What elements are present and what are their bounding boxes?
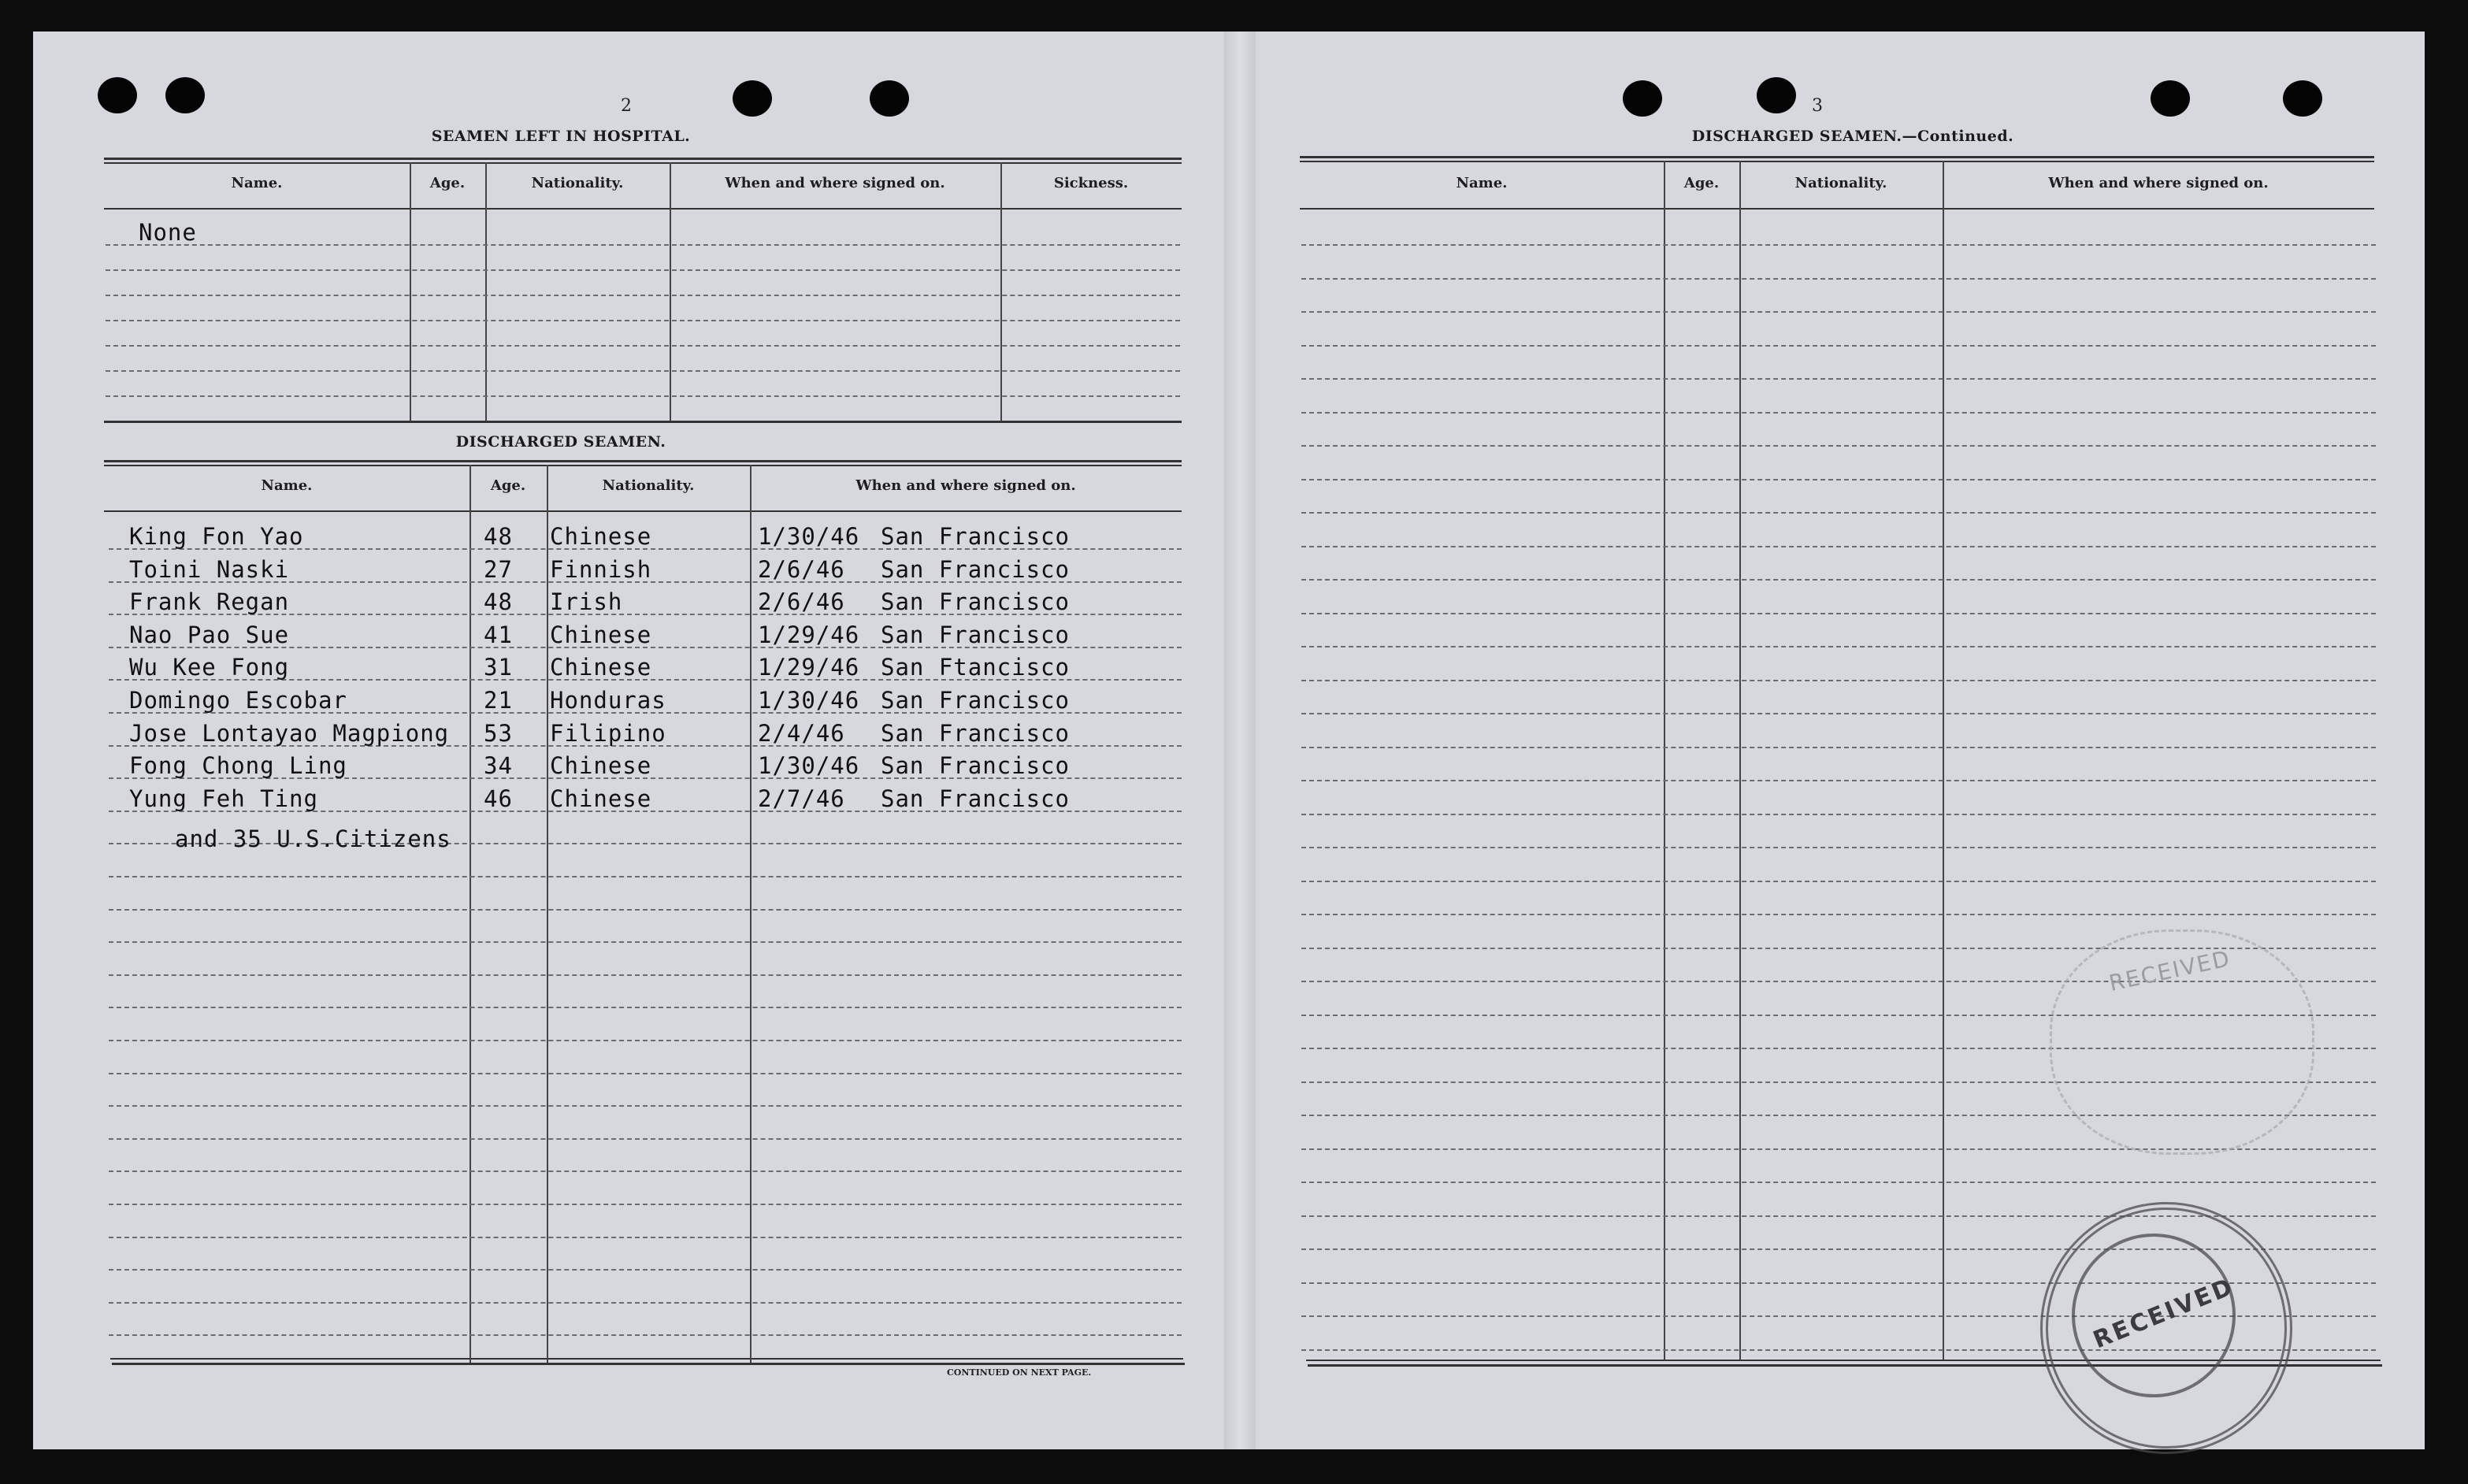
- ruled-line: [1301, 713, 2376, 714]
- ruled-line: [109, 1269, 1182, 1271]
- signed-on-place: San Francisco: [881, 785, 1070, 812]
- ruled-line: [109, 1007, 1182, 1008]
- seaman-nationality: Chinese: [550, 752, 652, 780]
- signed-on-date: 1/29/46: [758, 654, 860, 681]
- seaman-age: 53: [484, 719, 513, 747]
- signed-on-date: 2/6/46: [758, 555, 845, 583]
- seaman-age: 48: [484, 588, 513, 616]
- ruled-line: [1301, 445, 2376, 447]
- col-nationality: Nationality.: [531, 175, 624, 191]
- signed-on-date: 1/30/46: [758, 687, 860, 714]
- summary-note: and 35 U.S.Citizens: [175, 825, 451, 852]
- ruled-line: [109, 974, 1182, 976]
- punch-hole: [870, 80, 909, 117]
- rule: [110, 1358, 1183, 1360]
- ruled-line: [1301, 747, 2376, 748]
- seaman-nationality: Chinese: [550, 621, 652, 648]
- seaman-nationality: Chinese: [550, 523, 652, 550]
- ruled-line: [1301, 1182, 2376, 1183]
- seaman-age: 46: [484, 785, 513, 812]
- col-nationality: Nationality.: [602, 477, 695, 494]
- col-name: Name.: [1456, 175, 1508, 191]
- seaman-nationality: Finnish: [550, 555, 652, 583]
- ruled-line: [1301, 311, 2376, 313]
- punch-hole: [165, 77, 205, 113]
- seaman-name: Domingo Escobar: [129, 687, 347, 714]
- ruled-line: [109, 1204, 1182, 1205]
- ruled-line: [106, 345, 1180, 347]
- ruled-line: [106, 295, 1180, 296]
- ruled-line: [1301, 680, 2376, 681]
- ruled-line: [109, 1105, 1182, 1107]
- column-divider: [1943, 161, 1944, 1360]
- seaman-nationality: Honduras: [550, 687, 666, 714]
- rule: [104, 158, 1182, 160]
- rule: [1300, 156, 2374, 158]
- ruled-line: [109, 941, 1182, 943]
- ruled-line: [106, 244, 1180, 246]
- discharged-section-title: DISCHARGED SEAMEN.: [455, 433, 666, 451]
- col-sickness: Sickness.: [1053, 175, 1129, 191]
- punch-hole: [98, 77, 137, 113]
- column-divider: [469, 465, 471, 1363]
- ruled-line: [1301, 412, 2376, 414]
- punch-hole: [1623, 80, 1662, 117]
- ruled-line: [106, 395, 1180, 397]
- rule: [104, 510, 1182, 512]
- col-signed-on: When and where signed on.: [2048, 175, 2269, 191]
- page-gutter: [1224, 32, 1256, 1449]
- col-name: Name.: [261, 477, 313, 494]
- seaman-nationality: Irish: [550, 588, 623, 616]
- rule: [104, 162, 1182, 164]
- hospital-entry: None: [139, 219, 197, 246]
- ruled-line: [109, 1040, 1182, 1041]
- ruled-line: [109, 1334, 1182, 1336]
- signed-on-date: 1/30/46: [758, 523, 860, 550]
- ruled-line: [1301, 914, 2376, 915]
- rule: [104, 208, 1182, 210]
- seaman-age: 21: [484, 687, 513, 714]
- ruled-line: [106, 370, 1180, 372]
- seaman-age: 31: [484, 654, 513, 681]
- col-age: Age.: [1683, 175, 1720, 191]
- seaman-name: Frank Regan: [129, 588, 290, 616]
- rule: [104, 460, 1182, 462]
- seaman-nationality: Chinese: [550, 654, 652, 681]
- col-name: Name.: [231, 175, 283, 191]
- seaman-name: Wu Kee Fong: [129, 654, 290, 681]
- signed-on-place: San Francisco: [881, 621, 1070, 648]
- seaman-name: Yung Feh Ting: [129, 785, 318, 812]
- col-nationality: Nationality.: [1794, 175, 1887, 191]
- ruled-line: [109, 1237, 1182, 1238]
- column-divider: [547, 465, 548, 1363]
- ruled-line: [109, 876, 1182, 877]
- rule: [1300, 161, 2374, 162]
- signed-on-place: San Ftancisco: [881, 654, 1070, 681]
- ruled-line: [1301, 579, 2376, 581]
- punch-hole: [733, 80, 772, 117]
- ruled-line: [106, 320, 1180, 321]
- signed-on-place: San Francisco: [881, 555, 1070, 583]
- seaman-age: 48: [484, 523, 513, 550]
- col-signed-on: When and where signed on.: [725, 175, 945, 191]
- column-divider: [1000, 162, 1002, 421]
- ruled-line: [109, 1171, 1182, 1172]
- page-number: 2: [621, 96, 632, 116]
- ruled-line: [1301, 278, 2376, 280]
- col-signed-on: When and where signed on.: [855, 477, 1076, 494]
- ruled-line: [1301, 378, 2376, 380]
- punch-hole: [1757, 77, 1796, 113]
- signed-on-date: 1/30/46: [758, 752, 860, 780]
- column-divider: [670, 162, 671, 421]
- ruled-line: [109, 1073, 1182, 1074]
- column-divider: [485, 162, 487, 421]
- column-divider: [410, 162, 411, 421]
- signed-on-date: 2/7/46: [758, 785, 845, 812]
- seaman-name: King Fon Yao: [129, 523, 304, 550]
- ruled-line: [1301, 646, 2376, 647]
- page-number: 3: [1812, 96, 1823, 116]
- ruled-line: [109, 1138, 1182, 1140]
- signed-on-date: 2/4/46: [758, 719, 845, 747]
- discharged-continued-title: DISCHARGED SEAMEN.—Continued.: [1691, 128, 2014, 145]
- ruled-line: [1301, 244, 2376, 246]
- column-divider: [1664, 161, 1665, 1360]
- column-divider: [750, 465, 752, 1363]
- signed-on-place: San Francisco: [881, 687, 1070, 714]
- signed-on-place: San Francisco: [881, 588, 1070, 616]
- signed-on-place: San Francisco: [881, 719, 1070, 747]
- ruled-line: [109, 1302, 1182, 1304]
- ruled-line: [106, 269, 1180, 271]
- ruled-line: [1301, 780, 2376, 781]
- seaman-age: 41: [484, 621, 513, 648]
- ruled-line: [1301, 512, 2376, 514]
- punch-hole: [2151, 80, 2190, 117]
- ruled-line: [1301, 479, 2376, 480]
- signed-on-place: San Francisco: [881, 523, 1070, 550]
- hospital-section-title: SEAMEN LEFT IN HOSPITAL.: [431, 128, 691, 145]
- seaman-name: Jose Lontayao Magpiong: [129, 719, 450, 747]
- ruled-line: [1301, 847, 2376, 848]
- ruled-line: [1301, 345, 2376, 347]
- seaman-age: 27: [484, 555, 513, 583]
- punch-hole: [2283, 80, 2322, 117]
- rule: [112, 1363, 1185, 1365]
- seaman-age: 34: [484, 752, 513, 780]
- seaman-nationality: Chinese: [550, 785, 652, 812]
- seaman-nationality: Filipino: [550, 719, 666, 747]
- rule: [104, 421, 1182, 423]
- ruled-line: [1301, 613, 2376, 614]
- received-stamp-text: RECEIVED: [2089, 1272, 2239, 1355]
- col-age: Age.: [490, 477, 526, 494]
- column-divider: [1739, 161, 1741, 1360]
- rule: [1300, 208, 2374, 210]
- continued-note: CONTINUED ON NEXT PAGE.: [947, 1367, 1092, 1378]
- seaman-name: Toini Naski: [129, 555, 290, 583]
- signed-on-date: 2/6/46: [758, 588, 845, 616]
- col-age: Age.: [429, 175, 466, 191]
- rule: [104, 465, 1182, 466]
- faint-stamp-text: RECEIVED: [2106, 945, 2233, 996]
- seaman-name: Fong Chong Ling: [129, 752, 347, 780]
- signed-on-place: San Francisco: [881, 752, 1070, 780]
- ruled-line: [109, 909, 1182, 911]
- seaman-name: Nao Pao Sue: [129, 621, 290, 648]
- ruled-line: [1301, 546, 2376, 547]
- ruled-line: [1301, 881, 2376, 882]
- signed-on-date: 1/29/46: [758, 621, 860, 648]
- ruled-line: [1301, 814, 2376, 815]
- document-sheet: [33, 32, 2425, 1449]
